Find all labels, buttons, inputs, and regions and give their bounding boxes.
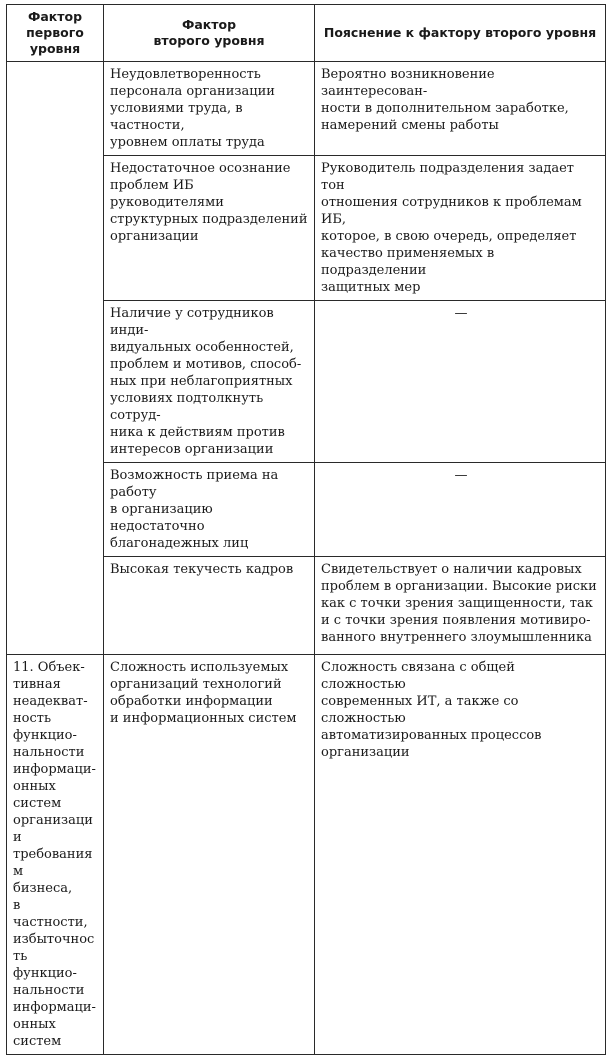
first-level-cell-empty [7,62,104,655]
header-row [7,5,606,62]
factor-explanation-dash: — [315,301,606,463]
factors-table [6,4,606,1055]
second-level-factor: Возможность приема на работу в организацию недостаточно благонадежных лиц [104,463,315,557]
factor-explanation: Вероятно возникновение заинтересован- ности в дополнительном заработке, намерений смены работы [315,62,606,156]
factor-explanation: Сложность связана с общей сложностью современных ИТ, а также со сложностью автоматизированных процессов организации [315,655,606,1055]
table-row [7,62,606,156]
first-level-factor: 11. Объек- тивная неадекват- ность функцио- нальности информаци- онных систем организации требованиям бизнеса, в частности, избыточность функцио- нальности информаци- онных систем [7,655,104,1055]
factor-explanation-dash: — [315,463,606,557]
table-header [7,5,606,62]
header-first-level: Фактор первого уровня [7,5,104,62]
second-level-factor: Наличие у сотрудников инди- видуальных особенностей, проблем и мотивов, способ- ных при неблагоприятных условиях подтолкнуть сотруд- ника к действиям против интересов организации [104,301,315,463]
factor-explanation: Руководитель подразделения задает тон отношения сотрудников к проблемам ИБ, которое, в свою очередь, определяет качество применяемых в подразделении защитных мер [315,156,606,301]
second-level-factor: Недостаточное осознание проблем ИБ руководителями структурных подразделений организации [104,156,315,301]
header-second-level: Фактор второго уровня [104,5,315,62]
header-explanation: Пояснение к фактору второго уровня [315,5,606,62]
factor-explanation: Свидетельствует о наличии кадровых проблем в организации. Высокие риски как с точки зрения защищенности, так и с точки зрения появления мотивиро- ванного внутреннего злоумышленника [315,557,606,655]
table-row [7,655,606,1055]
second-level-factor: Сложность используемых организаций технологий обработки информации и информационных систем [104,655,315,1055]
second-level-factor: Неудовлетворенность персонала организации условиями труда, в частности, уровнем оплаты труда [104,62,315,156]
second-level-factor: Высокая текучесть кадров [104,557,315,655]
